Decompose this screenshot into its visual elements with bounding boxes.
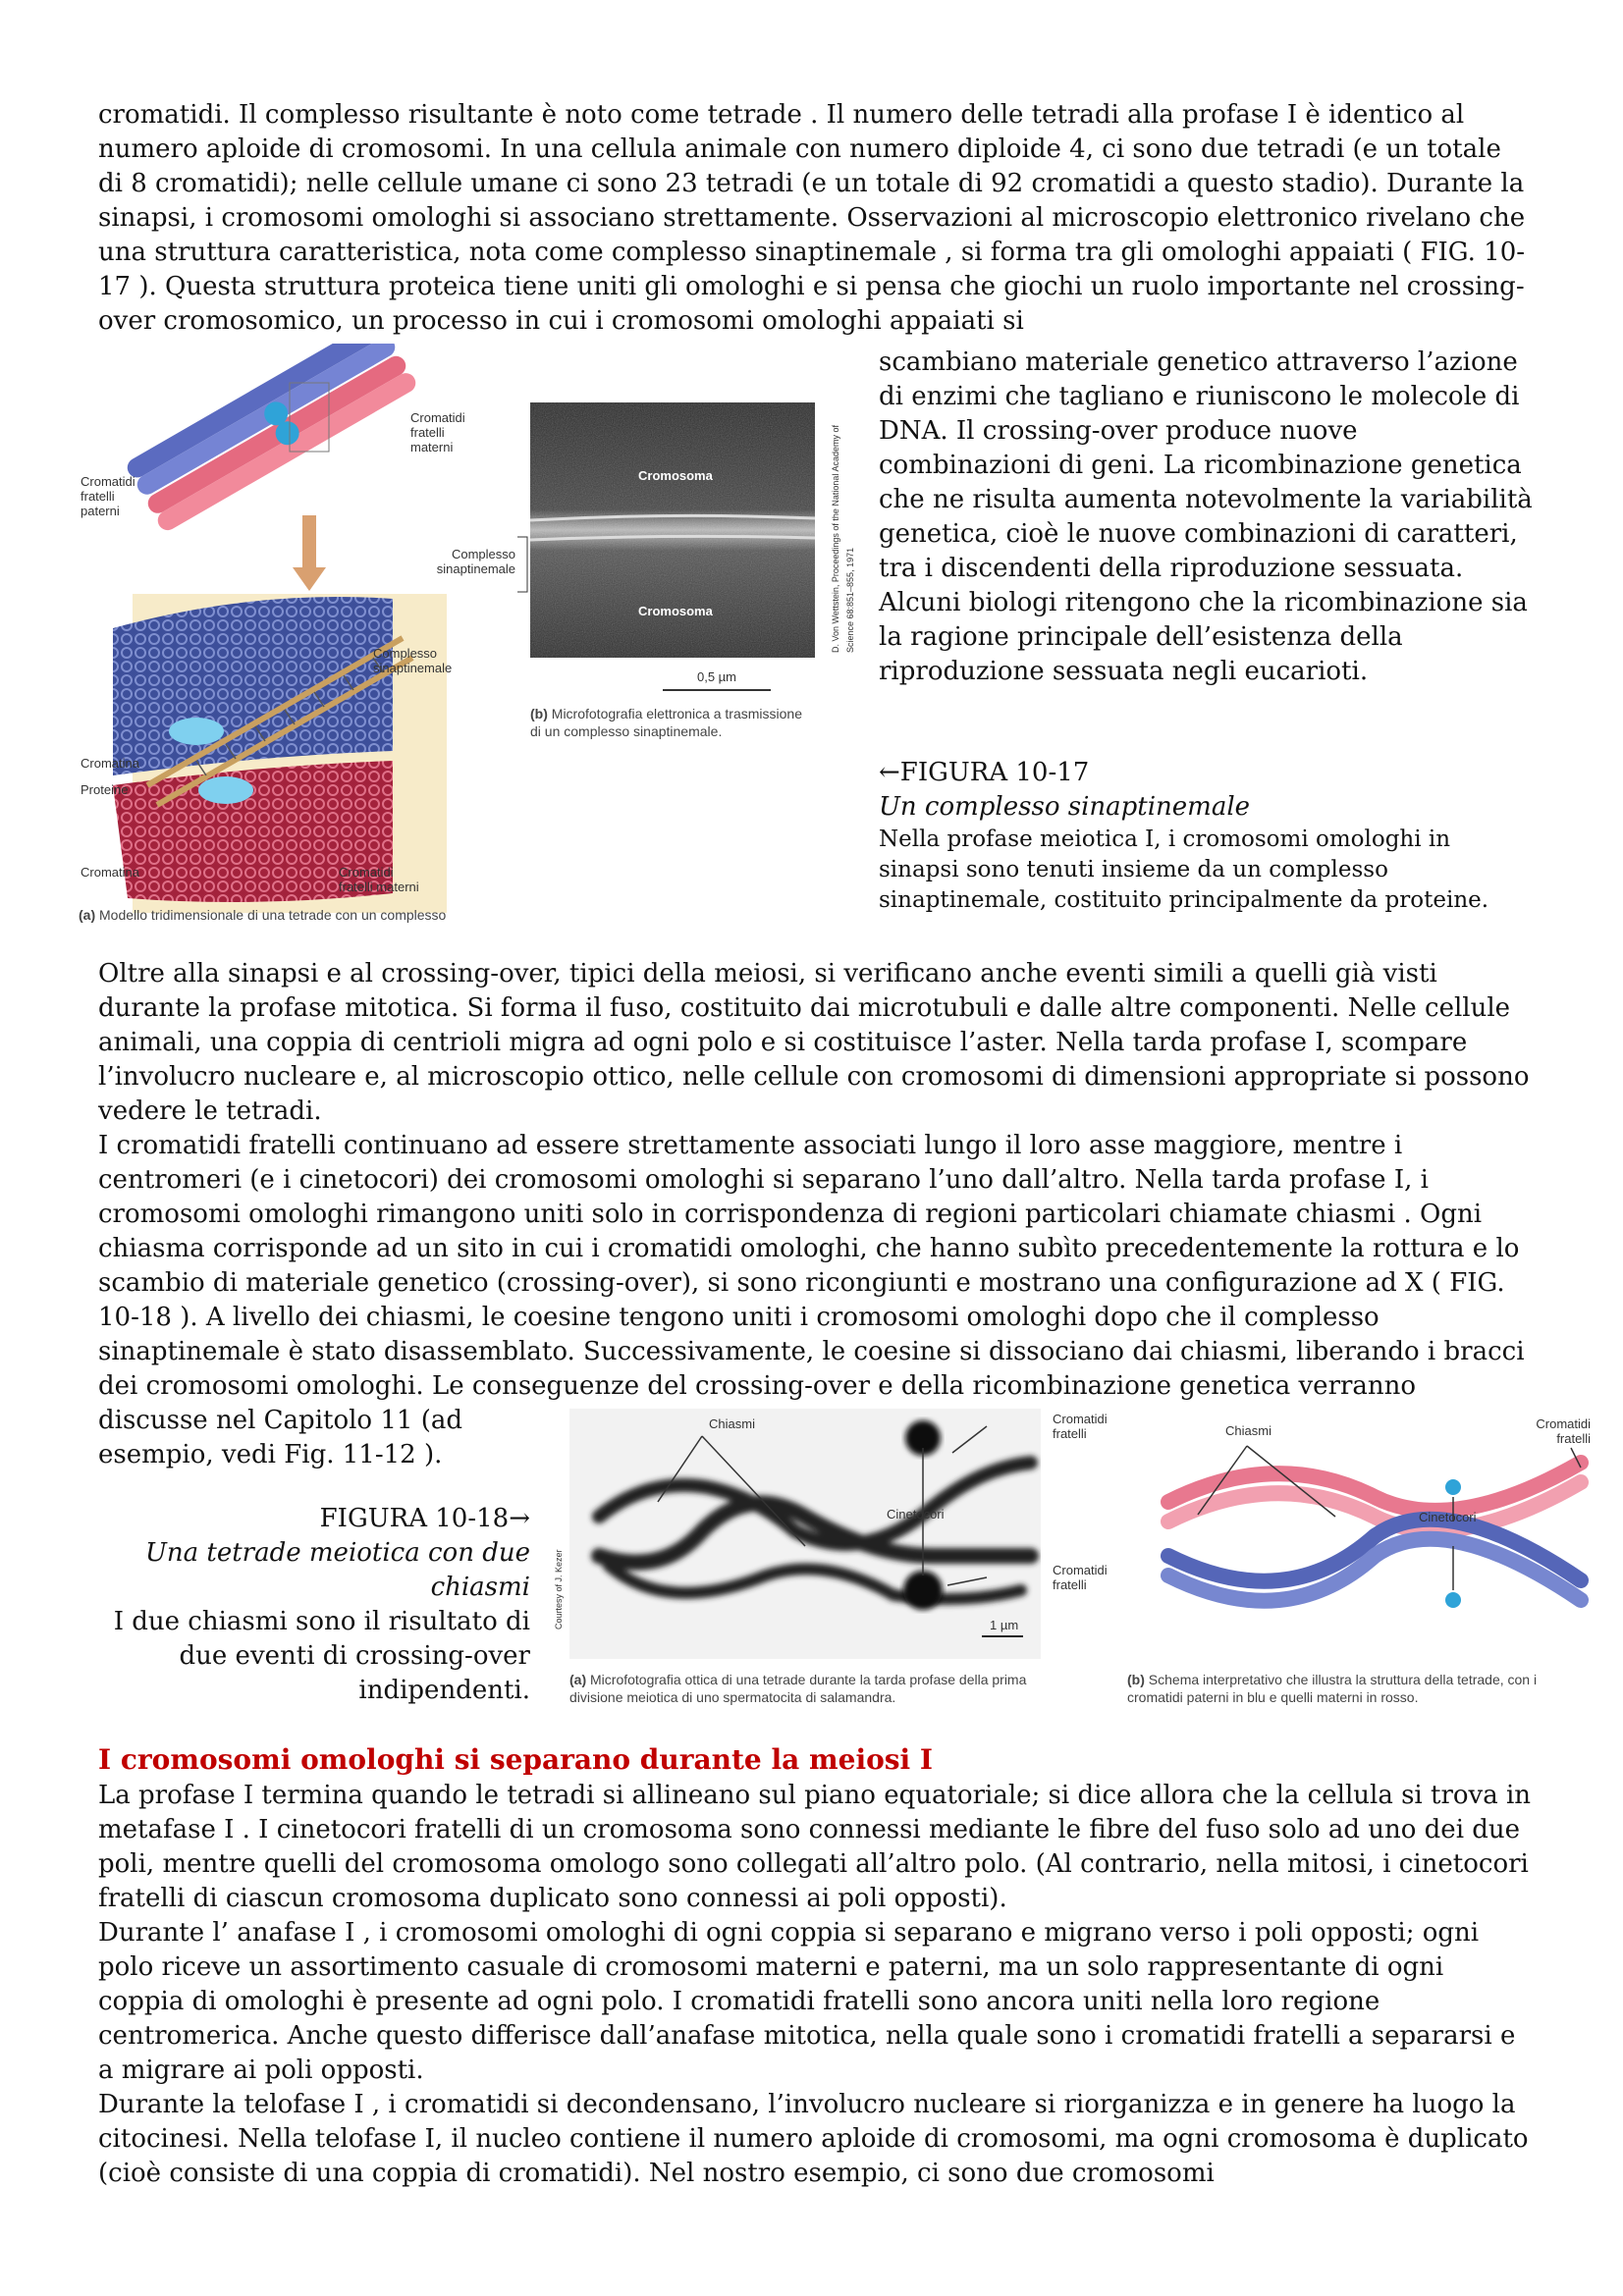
caption-18b-marker: (b) <box>1127 1672 1145 1687</box>
label-synaptonemal-complex-b: Complesso sinaptinemale <box>436 547 515 576</box>
caption-a-text: Modello tridimensionale di una tetrade con un complesso <box>99 907 447 923</box>
paragraph-3: I cromatidi fratelli continuano ad essere strettamente associati lungo il loro asse maggiore, mentre i centromeri (e i cinetocori) dei cromosomi omologhi si separano l’uno dall’altro. Nella tarda profase I, i cromosomi omologhi rimangono uniti solo in corrispondenza di regioni particolari chiamate chiasmi . Ogni chiasma corrisponde ad un sito in cui i cromatidi omologhi, che hanno subìto precedentemente la rottura e lo scambio di materiale genetico (crossing-over), si sono ricongiunti e mostrano una configurazione ad X ( FIG. 10-18 ). A livello dei chiasmi, le coesine tengono uniti i cromosomi omologhi dopo che il complesso sinaptinemale è stato disassemblato. Successivamente, le coesine si dissociano dai chiasmi, liberando i bracci dei cromosomi omologhi. Le conseguenze del crossing-over e della ricombinazione genetica verranno <box>98 1131 1525 1401</box>
caption-b-text: Microfotografia elettronica a trasmissione di un complesso sinaptinemale. <box>530 706 803 739</box>
credit-17: D. Von Wettstein, Proceedings of the National Academy of Science 68:851–855, 1971 <box>831 425 855 653</box>
caption-18a-text: Microfotografia ottica di una tetrade durante la tarda profase della prima divisione meiotica di uno spermatocita di salamandra. <box>569 1672 1027 1705</box>
paragraph-6: Durante la telofase I , i cromatidi si decondensano, l’involucro nucleare si riorganizza e in genere ha luogo la citocinesi. Nella telofase I, il nucleo contiene il numero aploide di cromosomi, ma ogni cromosoma è duplicato (cioè consiste di una coppia di cromatidi). Nel nostro esempio, ci sono due cromosomi <box>98 2090 1529 2188</box>
label-sister-chromatids-b: Cromatidi fratelli <box>1536 1416 1591 1446</box>
tetrad-3d-model-illustration <box>79 344 461 933</box>
figure-10-18-number: FIGURA 10-18→ <box>319 1504 530 1533</box>
electron-micrograph <box>530 402 815 658</box>
scale-bar-17 <box>663 689 771 691</box>
paragraph-3-continued: discusse nel Capitolo 11 (ad esempio, vedi Fig. 11-12 ). <box>98 1406 462 1469</box>
scale-label-17: 0,5 µm <box>697 669 737 684</box>
figure-10-17-description: Nella profase meiotica I, i cromosomi omologhi in sinapsi sono tenuti insieme da un complesso sinaptinemale, costituito principalmente da proteine. <box>879 827 1489 913</box>
label-paternal-sisters: Cromatidi fratelli paterni <box>81 474 135 518</box>
label-kinetochores-b: Cinetocori <box>1419 1510 1477 1524</box>
paragraph-5: Durante l’ anafase I , i cromosomi omologhi di ogni coppia si separano e migrano verso i poli opposti; ogni polo riceve un assortimento casuale di cromosomi materni e paterni, ma un solo rappresentante di ogni coppia di omologhi è presente ad ogni polo. I cromatidi fratelli sono ancora uniti nella loro regione centromerica. Anche questo differisce dall’anafase mitotica, nella quale sono i cromatidi fratelli a separarsi e a migrare ai poli opposti. <box>98 1918 1516 2085</box>
label-sister-chromatids-a-top: Cromatidi fratelli <box>1053 1412 1108 1441</box>
credit-18: Courtesy of J. Kezer <box>554 1549 564 1629</box>
paragraph-2: Oltre alla sinapsi e al crossing-over, tipici della meiosi, si verificano anche eventi simili a quelli già visti durante la profase mitotica. Si forma il fuso, costituito dai microtubuli e dalle altre componenti. Nelle cellule animali, una coppia di centrioli migra ad ogni polo e si costituisce l’aster. Nella tarda profase I, scompare l’involucro nucleare e, al microscopio ottico, nelle cellule con cromosomi di dimensioni appropriate si possono vedere le tetradi. <box>98 959 1530 1126</box>
label-synaptonemal-complex-a: Complesso sinaptinemale <box>373 646 453 675</box>
label-chiasmi-b: Chiasmi <box>1225 1423 1271 1438</box>
figure-10-17-caption-b <box>530 705 815 740</box>
label-maternal-sisters-top: Cromatidi fratelli materni <box>410 410 465 454</box>
figure-10-18-title: Una tetrade meiotica con due chiasmi <box>144 1538 530 1602</box>
caption-18a-marker: (a) <box>569 1672 587 1687</box>
complex-bracket <box>515 535 535 594</box>
paragraph-1-continued: scambiano materiale genetico attraverso l’azione di enzimi che tagliano e riuniscono le molecole di DNA. Il crossing-over produce nuove combinazioni di geni. La ricombinazione genetica che ne risulta aumenta notevolmente la variabilità genetica, cioè le nuove combinazioni di caratteri, tra i discendenti della riproduzione sessuata. Alcuni biologi ritengono che la ricombinazione sia la ragione principale dell’esistenza della riproduzione sessuata negli eucarioti. <box>879 347 1533 686</box>
figure-10-17-caption <box>879 756 1537 916</box>
figure-10-17-number: ←FIGURA 10-17 <box>879 758 1090 787</box>
paragraph-4: La profase I termina quando le tetradi si allineano sul piano equatoriale; si dice allora che la cellula si trova in metafase I . I cinetocori fratelli di un cromosoma sono connessi mediante le fibre del fuso solo ad uno dei due poli, mentre quelli del cromosoma omologo sono collegati all’altro polo. (Al contrario, nella mitosi, i cinetocori fratelli di ciascun cromosoma duplicato sono connessi ai poli opposti). <box>98 1781 1532 1913</box>
label-chromatin-2: Cromatina <box>81 865 139 880</box>
label-chromatin-1: Cromatina <box>81 756 139 771</box>
figure-10-17-a <box>79 344 461 933</box>
figure-10-17-caption-a <box>79 906 471 924</box>
label-maternal-sisters-bottom: Cromatidi fratelli materni <box>339 865 419 894</box>
light-micrograph-tetrad <box>569 1409 1041 1659</box>
figure-10-18-description: I due chiasmi sono il risultato di due eventi di crossing-over indipendenti. <box>113 1607 530 1705</box>
label-chiasmi-a: Chiasmi <box>709 1416 755 1431</box>
caption-a-marker: (a) <box>79 907 96 923</box>
figure-10-18-caption-a <box>569 1671 1060 1706</box>
label-sister-chromatids-a-bottom: Cromatidi fratelli <box>1053 1563 1108 1592</box>
paragraph-1: cromatidi. Il complesso risultante è noto come tetrade . Il numero delle tetradi alla profase I è identico al numero aploide di cromosomi. In una cellula animale con numero diploide 4, ci sono due tetradi (e un totale di 8 cromatidi); nelle cellule umane ci sono 23 tetradi (e un totale di 92 cromatidi a questo stadio). Durante la sinapsi, i cromosomi omologhi si associano strettamente. Osservazioni al microscopio elettronico rivelano che una struttura caratteristica, nota come complesso sinaptinemale , si forma tra gli omologhi appaiati ( FIG. 10-17 ). Questa struttura proteica tiene uniti gli omologhi e si pensa che giochi un ruolo importante nel crossing-over cromosomico, un processo in cui i cromosomi omologhi appaiati si <box>98 100 1526 336</box>
section-heading: I cromosomi omologhi si separano durante la meiosi I <box>98 1743 934 1776</box>
label-chromosome-top: Cromosoma <box>638 468 713 483</box>
label-chromosome-bottom: Cromosoma <box>638 604 713 618</box>
figure-10-18-a <box>569 1409 1041 1659</box>
figure-10-18-caption <box>98 1502 530 1708</box>
caption-b-marker: (b) <box>530 706 548 721</box>
label-proteins: Proteine <box>81 782 129 797</box>
caption-18b-text: Schema interpretativo che illustra la struttura della tetrade, con i cromatidi paterni in blu e quelli materni in rosso. <box>1127 1672 1538 1705</box>
figure-10-18-caption-b <box>1127 1671 1579 1706</box>
figure-10-17-b <box>530 402 815 658</box>
label-kinetochores-a: Cinetocori <box>887 1507 945 1522</box>
figure-10-17-title: Un complesso sinaptinemale <box>879 792 1251 822</box>
scale-label-18: 1 µm <box>990 1618 1019 1632</box>
